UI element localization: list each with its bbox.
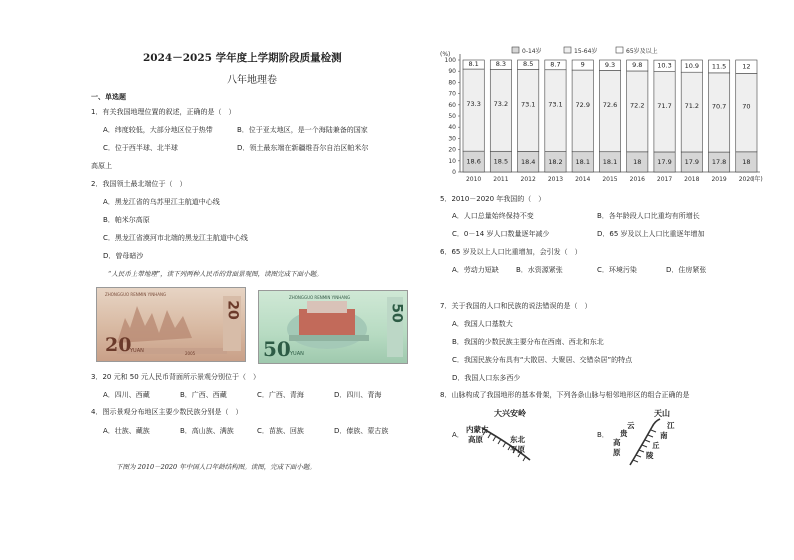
q6-option-b: B．水资源紧张 bbox=[516, 266, 563, 274]
q6-option-a: A．劳动力短缺 bbox=[452, 266, 499, 274]
data-label-2011-series-2: 8.3 bbox=[495, 60, 507, 69]
q1-option-a: A．纬度较低，大部分地区位于热带 bbox=[103, 126, 213, 134]
banknote-20-side-value: 20 bbox=[224, 300, 241, 320]
x-tick-label-4: 2014 bbox=[575, 176, 591, 183]
banknote-50-side-value: 50 bbox=[388, 303, 405, 323]
x-tick-label-3: 2013 bbox=[547, 176, 564, 183]
q3-option-d: D．四川、青海 bbox=[334, 391, 382, 399]
x-tick-label-1: 2011 bbox=[493, 176, 509, 183]
x-tick-label-2: 2012 bbox=[520, 176, 536, 183]
q2-option-a: A．黑龙江省的乌苏里江主航道中心线 bbox=[103, 198, 220, 206]
data-label-2020-series-0: 18 bbox=[742, 157, 751, 166]
q5-option-d: D．65 岁及以上人口比重逐年增加 bbox=[597, 230, 705, 238]
data-label-2010-series-0: 18.6 bbox=[466, 157, 481, 166]
chart-instruction: 下图为 2010－2020 年中国人口年龄结构图。读图，完成下面小题。 bbox=[116, 463, 316, 471]
q1-option-c: C．位于西半球、北半球 bbox=[103, 144, 178, 152]
bar-2019-series-1 bbox=[708, 73, 729, 152]
population-age-chart bbox=[430, 44, 770, 186]
map-b-left-char-1: 云 bbox=[627, 421, 635, 430]
data-label-2014-series-1: 72.9 bbox=[575, 100, 590, 109]
q2-option-b: B．帕米尔高原 bbox=[103, 216, 150, 224]
data-label-2016-series-0: 18 bbox=[633, 157, 642, 166]
legend-swatch-0 bbox=[512, 47, 519, 53]
q4-stem: 4．图示景观分布地区主要少数民族分别是（ ） bbox=[91, 408, 243, 416]
bar-2012-series-1 bbox=[518, 70, 539, 152]
legend-label-2: 65岁及以上 bbox=[626, 48, 658, 55]
section-heading: 一、单选题 bbox=[91, 93, 126, 101]
data-label-2013-series-1: 73.1 bbox=[548, 100, 563, 109]
q8-option-b: B． bbox=[597, 431, 609, 439]
y-tick-label-10: 100 bbox=[444, 57, 456, 64]
q7-option-b: B．我国的少数民族主要分布在西南、西北和东北 bbox=[452, 338, 604, 346]
q6-option-c: C．环境污染 bbox=[597, 266, 637, 274]
x-tick-label-6: 2016 bbox=[629, 176, 645, 183]
q5-option-b: B．各年龄段人口比重均有所增长 bbox=[597, 212, 700, 220]
map-b-right-char-4: 陵 bbox=[646, 451, 654, 460]
map-b-right-char-1: 江 bbox=[667, 421, 675, 430]
map-b-mountain-label: 天山 bbox=[654, 409, 670, 418]
data-label-2019-series-1: 70.7 bbox=[711, 102, 727, 111]
legend-label-1: 15-64岁 bbox=[574, 48, 598, 55]
map-a-right-label-2: 平原 bbox=[510, 445, 525, 454]
banknote-20-year: 2005 bbox=[185, 351, 196, 356]
y-tick-label-1: 10 bbox=[448, 157, 456, 165]
data-label-2011-series-1: 73.2 bbox=[493, 100, 509, 109]
data-label-2017-series-2: 10.3 bbox=[657, 61, 672, 70]
q6-option-d: D．住房紧张 bbox=[666, 266, 707, 274]
q3-option-b: B．广西、西藏 bbox=[180, 391, 227, 399]
banknote-20-yuan bbox=[96, 287, 246, 362]
q7-stem: 7．关于我国的人口和民族的说法错误的是（ ） bbox=[440, 302, 592, 310]
banknote-50-header: ZHONGGUO RENMIN YINHANG bbox=[289, 295, 351, 300]
map-a-left-label-1: 内蒙古 bbox=[466, 425, 489, 434]
y-tick-label-4: 40 bbox=[448, 124, 456, 132]
bar-2013-series-1 bbox=[545, 70, 566, 152]
map-b-left-char-3: 高 bbox=[613, 438, 621, 447]
q5-stem: 5．2010－2020 年我国的（ ） bbox=[440, 195, 546, 203]
map-b-right-char-2: 南 bbox=[660, 431, 668, 440]
q2-option-d: D．曾母暗沙 bbox=[103, 252, 144, 260]
data-label-2012-series-1: 73.1 bbox=[520, 100, 536, 109]
x-axis-unit: (年) bbox=[752, 176, 763, 183]
banknote-instruction: “人民币上带地理”，读下列两种人民币的背面景观图，读图完成下面小题。 bbox=[108, 270, 323, 278]
bar-2014-series-1 bbox=[572, 70, 593, 152]
q4-option-d: D．傣族、蒙古族 bbox=[334, 427, 389, 435]
data-label-2015-series-1: 72.6 bbox=[602, 101, 618, 110]
bar-2020-series-1 bbox=[736, 73, 757, 151]
data-label-2015-series-0: 18.1 bbox=[602, 157, 618, 166]
banknote-50-yuan bbox=[258, 290, 408, 364]
data-label-2019-series-2: 11.5 bbox=[711, 62, 727, 71]
q7-option-c: C．我国民族分布具有“大散居、大聚居、交错杂居”的特点 bbox=[452, 356, 633, 364]
bar-2018-series-1 bbox=[681, 72, 702, 152]
x-tick-label-7: 2017 bbox=[656, 176, 673, 183]
map-b-left-char-2: 贵 bbox=[620, 429, 628, 438]
page-title: 2024－2025 学年度上学期阶段质量检测 bbox=[143, 52, 342, 64]
legend-label-0: 0-14岁 bbox=[522, 48, 542, 55]
data-label-2010-series-2: 8.1 bbox=[468, 59, 479, 68]
q5-option-c: C．0－14 岁人口数量逐年减少 bbox=[452, 230, 550, 238]
data-label-2012-series-2: 8.5 bbox=[523, 60, 534, 69]
data-label-2017-series-0: 17.9 bbox=[657, 157, 672, 166]
banknote-50-unit: YUAN bbox=[290, 351, 304, 357]
x-tick-label-8: 2018 bbox=[684, 176, 700, 183]
data-label-2019-series-0: 17.8 bbox=[711, 158, 727, 167]
data-label-2013-series-0: 18.2 bbox=[548, 157, 563, 166]
data-label-2016-series-2: 9.8 bbox=[632, 61, 643, 70]
banknote-20-header: ZHONGGUO RENMIN YINHANG bbox=[105, 292, 167, 297]
x-tick-label-10: 2020 bbox=[738, 176, 755, 183]
x-tick-label-5: 2015 bbox=[602, 176, 618, 183]
map-a-right-label-1: 东北 bbox=[510, 435, 525, 444]
q2-option-c: C．黑龙江省漠河市北端的黑龙江主航道中心线 bbox=[103, 234, 248, 242]
legend-swatch-1 bbox=[564, 47, 571, 53]
data-label-2015-series-2: 9.3 bbox=[604, 60, 616, 69]
banknote-50-value: 50 bbox=[263, 337, 291, 361]
bar-2010-series-1 bbox=[463, 69, 484, 151]
q1-option-b: B．位于亚太地区，是一个海陆兼备的国家 bbox=[237, 126, 368, 134]
data-label-2020-series-2: 12 bbox=[742, 62, 751, 71]
data-label-2010-series-1: 73.3 bbox=[466, 100, 481, 109]
y-tick-label-8: 80 bbox=[448, 79, 456, 87]
y-tick-label-2: 20 bbox=[448, 146, 456, 154]
y-tick-label-3: 30 bbox=[448, 135, 456, 143]
legend-swatch-2 bbox=[616, 47, 623, 53]
data-label-2018-series-1: 71.2 bbox=[684, 102, 700, 111]
y-tick-label-6: 60 bbox=[448, 101, 456, 109]
x-tick-label-0: 2010 bbox=[465, 176, 482, 183]
bar-2015-series-1 bbox=[599, 70, 620, 151]
q5-option-a: A．人口总量始终保持不变 bbox=[452, 212, 534, 220]
map-a-left-label-2: 高原 bbox=[468, 435, 483, 444]
q7-option-a: A．我国人口基数大 bbox=[452, 320, 513, 328]
q6-stem: 6．65 岁及以上人口比重增加，会引发（ ） bbox=[440, 248, 582, 256]
q1-option-d-cont: 高原上 bbox=[91, 162, 112, 170]
q4-option-a: A．壮族、藏族 bbox=[103, 427, 150, 435]
data-label-2018-series-2: 10.9 bbox=[684, 61, 700, 70]
y-axis-label: (%) bbox=[440, 51, 451, 58]
map-b-left-char-4: 原 bbox=[613, 448, 621, 457]
q8-option-a: A． bbox=[452, 431, 464, 439]
q3-option-a: A．四川、西藏 bbox=[103, 391, 150, 399]
page-subtitle: 八年地理卷 bbox=[227, 75, 277, 86]
q2-stem: 2．我国领土最北端位于（ ） bbox=[91, 180, 187, 188]
bar-2016-series-1 bbox=[627, 71, 648, 152]
bar-2011-series-1 bbox=[490, 69, 511, 151]
q4-option-c: C．苗族、回族 bbox=[257, 427, 304, 435]
y-tick-label-9: 90 bbox=[448, 68, 456, 76]
y-tick-label-0: 0 bbox=[452, 169, 456, 176]
q8-stem: 8．山脉构成了我国地形的基本骨架，下列各条山脉与相邻地形区的组合正确的是 bbox=[440, 391, 690, 399]
data-label-2017-series-1: 71.7 bbox=[657, 101, 672, 110]
data-label-2018-series-0: 17.9 bbox=[684, 157, 700, 166]
data-label-2013-series-2: 8.7 bbox=[550, 60, 561, 69]
data-label-2011-series-0: 18.5 bbox=[493, 157, 509, 166]
map-b-right-char-3: 丘 bbox=[652, 441, 660, 450]
banknote-20-value: 20 bbox=[105, 334, 132, 356]
q3-option-c: C．广西、青海 bbox=[257, 391, 304, 399]
x-tick-label-9: 2019 bbox=[711, 176, 727, 183]
data-label-2020-series-1: 70 bbox=[742, 102, 751, 111]
q1-option-d: D．领土最东端在新疆维吾尔自治区帕米尔 bbox=[237, 144, 369, 152]
y-tick-label-5: 50 bbox=[448, 113, 456, 120]
q7-option-d: D．我国人口东多西少 bbox=[452, 374, 521, 382]
q3-stem: 3．20 元和 50 元人民币背面所示景观分别位于（ ） bbox=[91, 373, 260, 381]
q4-option-b: B．高山族、满族 bbox=[180, 427, 234, 435]
data-label-2014-series-2: 9 bbox=[580, 60, 585, 69]
bar-2017-series-1 bbox=[654, 72, 675, 152]
data-label-2016-series-1: 72.2 bbox=[630, 101, 645, 110]
map-a-mountain-label: 大兴安岭 bbox=[494, 409, 526, 418]
data-label-2014-series-0: 18.1 bbox=[575, 157, 590, 166]
data-label-2012-series-0: 18.4 bbox=[520, 157, 536, 166]
y-tick-label-7: 70 bbox=[448, 90, 456, 98]
banknote-20-unit: YUAN bbox=[130, 348, 144, 354]
q1-stem: 1．有关我国地理位置的叙述，正确的是（ ） bbox=[91, 108, 236, 116]
